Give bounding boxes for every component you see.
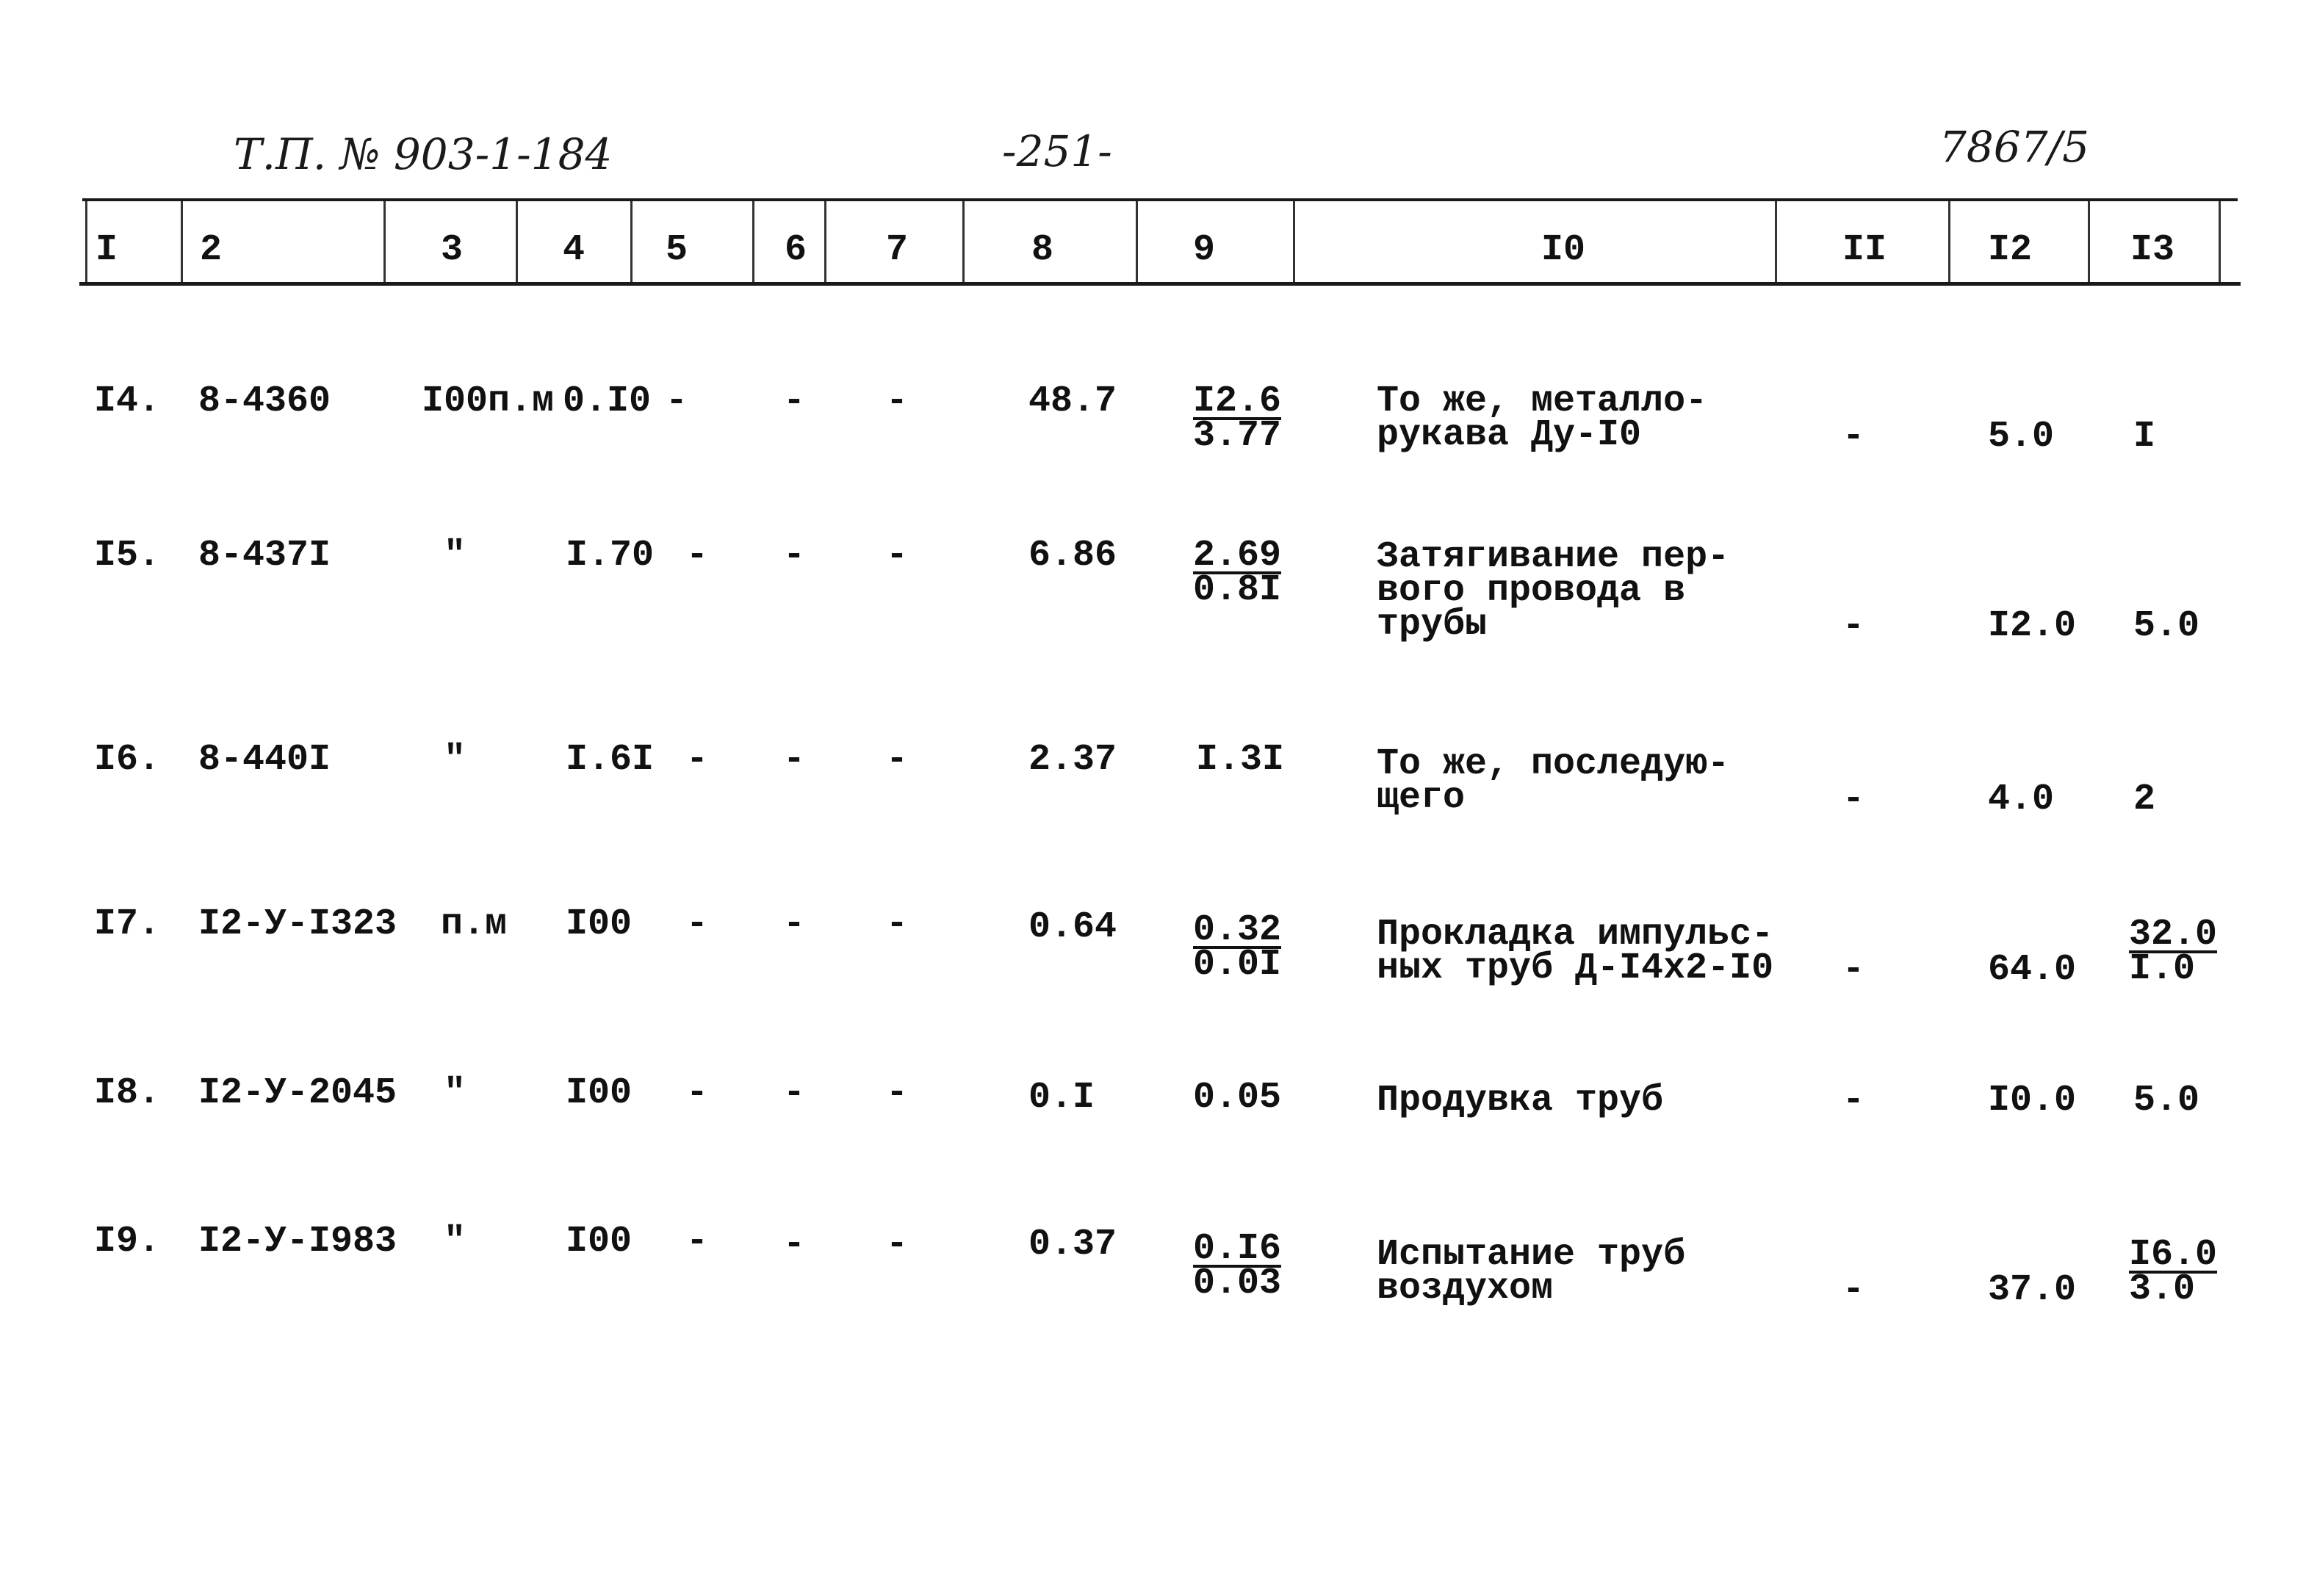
col9-numerator: 0.32 [1193,909,1282,951]
col9-value [1193,380,1282,457]
column-divider [2219,201,2221,282]
column-divider [2088,201,2090,282]
column-header: I [96,229,118,271]
col11-value: - [1842,605,1865,647]
quantity: I00 [566,1221,633,1263]
col8-value: 0.I [1028,1077,1095,1119]
column-divider [181,201,183,282]
work-description [1377,914,1774,989]
description-line: Продувка труб [1377,1080,1664,1122]
description-line: Прокладка импульс- [1377,914,1774,956]
norm-code: 8-437I [198,535,331,577]
column-header: 8 [1031,229,1054,271]
col9-denominator: 0.0I [1193,944,1282,986]
col8-value: 6.86 [1028,535,1117,577]
column-header: I0 [1541,229,1586,271]
description-line: Затягивание пер- [1377,536,1730,578]
col13-value: I [2133,416,2156,458]
col9-value: 0.05 [1193,1077,1282,1119]
description-line: щего [1377,777,1466,819]
column-divider [1948,201,1950,282]
col11-value: - [1842,1269,1865,1311]
col9-value [1193,1228,1282,1304]
col9-numerator: 0.I6 [1193,1228,1282,1270]
col7-value: - [886,535,909,577]
col9-fraction [1193,535,1282,611]
quantity: 0.I0 [563,380,652,422]
col9-value: I.3I [1196,739,1285,781]
column-header: II [1842,229,1887,271]
col8-value: 0.37 [1028,1224,1117,1265]
column-divider [962,201,965,282]
work-description [1377,380,1708,456]
column-divider [1136,201,1138,282]
col6-value: - [783,1072,806,1114]
col9-value [1193,535,1282,611]
page-number: -251- [1002,126,1112,176]
column-divider [383,201,386,282]
quantity: I.6I [566,739,655,781]
col5-value: - [686,903,709,945]
col7-value: - [886,380,909,422]
col13-denominator: 3.0 [2129,1268,2196,1310]
column-divider [824,201,826,282]
col13-fraction [2129,1234,2218,1310]
column-divider [752,201,754,282]
row-number: I9. [94,1221,161,1263]
description-line: вого провода в [1377,570,1686,612]
norm-code: 8-4360 [198,380,331,422]
col13-value: 5.0 [2133,605,2200,647]
col13-value: 2 [2133,779,2156,820]
norm-code: I2-У-I323 [198,903,397,945]
col9-fraction [1193,909,1282,986]
description-line: То же, последую- [1377,743,1730,785]
norm-code: I2-У-2045 [198,1072,397,1114]
col6-value: - [783,739,806,781]
row-number: I8. [94,1072,161,1114]
col5-value: - [686,739,709,781]
column-divider [516,201,518,282]
work-description [1377,536,1730,646]
col9-denominator: 3.77 [1193,415,1282,457]
column-divider [85,201,87,282]
column-header: 6 [785,229,807,271]
work-description [1377,1234,1686,1310]
col13-value: 5.0 [2133,1080,2200,1122]
work-description [1377,1080,1664,1122]
column-header: 7 [886,229,909,271]
col9-fraction [1193,1228,1282,1304]
col9-denominator: 0.8I [1193,569,1282,611]
col13-value [2129,1234,2218,1310]
row-number: I5. [94,535,161,577]
col11-value: - [1842,779,1865,820]
col12-value: 64.0 [1988,949,2077,991]
col11-value: - [1842,1080,1865,1122]
col13-denominator: I.0 [2129,948,2196,990]
col5-value: - [686,535,709,577]
col12-value: 4.0 [1988,779,2055,820]
col12-value: I2.0 [1988,605,2077,647]
col7-value: - [886,1072,909,1114]
column-header: 2 [200,229,223,271]
description-line: трубы [1377,604,1488,646]
column-divider [1293,201,1295,282]
unit: " [444,1072,466,1114]
norm-code: I2-У-I983 [198,1221,397,1263]
column-header: I3 [2130,229,2175,271]
column-header: 3 [441,229,464,271]
col5-value: - [686,1072,709,1114]
quantity: I00 [566,1072,633,1114]
column-header: I2 [1988,229,2033,271]
col13-value [2129,914,2218,990]
unit: I00п.м [422,380,555,422]
col7-value: - [886,1224,909,1265]
col7-value: - [886,903,909,945]
column-header: 5 [666,229,688,271]
quantity: I.70 [566,535,655,577]
column-divider [1775,201,1777,282]
col12-value: I0.0 [1988,1080,2077,1122]
description-line: То же, металло- [1377,380,1708,422]
quantity: I00 [566,903,633,945]
unit: " [444,739,466,781]
description-line: ных труб Д-I4х2-I0 [1377,947,1774,989]
col9-numerator: I2.6 [1193,380,1282,422]
row-number: I7. [94,903,161,945]
col13-fraction [2129,914,2218,990]
sheet-code: 7867/5 [1939,122,2090,172]
column-header: 4 [563,229,585,271]
table-header-bottom-border [79,282,2241,286]
description-line: воздухом [1377,1268,1554,1310]
unit: " [444,535,466,577]
col8-value: 0.64 [1028,906,1117,948]
row-number: I6. [94,739,161,781]
col12-value: 5.0 [1988,416,2055,458]
col9-fraction [1193,380,1282,457]
table-top-border [82,198,2238,201]
col13-numerator: 32.0 [2129,914,2218,956]
col9-denominator: 0.03 [1193,1263,1282,1304]
col6-value: - [783,903,806,945]
col11-value: - [1842,416,1865,458]
unit: п.м [441,903,508,945]
norm-code: 8-440I [198,739,331,781]
col11-value: - [1842,949,1865,991]
column-divider [630,201,633,282]
col9-value [1193,909,1282,986]
col5-value: - [686,1221,709,1263]
col13-numerator: I6.0 [2129,1234,2218,1276]
doc-number: Т.П. № 903-1-184 [234,129,613,179]
col6-value: - [783,535,806,577]
description-line: Испытание труб [1377,1234,1686,1276]
col9-numerator: 2.69 [1193,535,1282,577]
col8-value: 2.37 [1028,739,1117,781]
col8-value: 48.7 [1028,380,1117,422]
col6-value: - [783,380,806,422]
column-header: 9 [1193,229,1216,271]
col7-value: - [886,739,909,781]
col5-value: - [666,380,688,422]
row-number: I4. [94,380,161,422]
description-line: рукава Ду-I0 [1377,414,1642,456]
col12-value: 37.0 [1988,1269,2077,1311]
work-description [1377,743,1730,819]
col6-value: - [783,1224,806,1265]
unit: " [444,1221,466,1263]
